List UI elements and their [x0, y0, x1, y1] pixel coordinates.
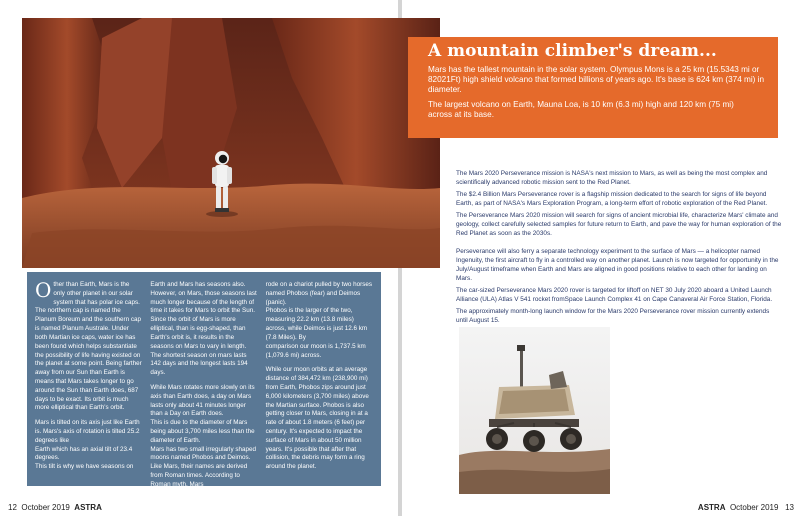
sidebar-paragraph: rode on a chariot pulled by two horses named Phobos (fear) and Deimos (panic). Phobos is the larger of the two, measuring 22.2 km (13.8 miles) across, while Deimos is just 12.6 km (7.8 Miles). By comparison our moon is 1,737.5 km (1,079.6 mi) across. — [265, 281, 373, 359]
sidebar-paragraph — [35, 278, 142, 413]
sidebar-column-1 — [35, 278, 142, 477]
sidebar-paragraph: While our moon orbits at an average distance of 384,472 km (238,900 mi) from Earth, Phobos zips around just 6,000 kilometers (3,700 miles) above the Martian surface. Phobos is also getting closer to Mars, closing in at a rate of about 1.8 meters (6 feet) per century. It's expected to impact the surface of Mars in about 50 million years. It's possible that after that collision, the debris may form a ring around the planet. — [265, 366, 369, 471]
folio-left — [8, 503, 102, 512]
callout-paragraph: Mars has the tallest mountain in the solar system. Olympus Mons is a 25 km (15.5343 mi or 82021Ft) high shield volcano that formed billions of years ago. It's base is 624 km (374 mi) in diameter. — [428, 65, 765, 95]
magazine-name: ASTRA — [74, 503, 102, 512]
magazine-name: ASTRA — [697, 503, 726, 512]
article-paragraph: The Perseverance Mars 2020 mission will search for signs of ancient microbial life, characterize Mars' climate and geology, collect carefully selected samples for future return to Earth, and pave the way for human exploration of the Red Planet as soon as the 2030s. — [456, 211, 782, 237]
article-paragraph: The Mars 2020 Perseverance mission is NASA's next mission to Mars, as well as being the most complex and scientifically advanced robotic mission sent to the Red Planet. — [456, 170, 768, 186]
issue-date: October 2019 — [21, 503, 70, 512]
issue-date: October 2019 — [729, 503, 779, 512]
article-paragraph: The car-sized Perseverance Mars 2020 rover is targeted for liftoff on NET 30 July 2020 aboard a United Launch Alliance (ULA) Atlas V 541 rocket fromSpace Launch Complex 41 on Cape Canaveral Air Force Station, Florida. — [456, 286, 773, 303]
callout-paragraph: The largest volcano on Earth, Mauna Loa, is 10 km (6.3 mi) high and 120 km (75 mi) across at its base. — [428, 99, 734, 119]
page-number: 13 — [785, 503, 794, 512]
sidebar-paragraph: Mars is tilted on its axis just like Earth is. Mars's axis of rotation is tilted 25.2 degrees like Earth which has an axial tilt of 23.4 degrees. This tilt is why we have seasons on — [35, 419, 140, 471]
page-number: 12 — [8, 503, 17, 512]
callout-title: A mountain climber's dream... — [428, 41, 717, 61]
rover-photo — [459, 327, 610, 494]
article-paragraph: The $2.4 Billion Mars Perseverance rover is a flagship mission dedicated to the search for signs of life beyond Earth, as part of NASA's Mars Exploration Program, a long-term effort of robotic exploration of the Red Planet. — [456, 190, 768, 207]
astronaut-photo — [22, 18, 440, 268]
perseverance-article — [456, 170, 782, 329]
sidebar-paragraph: While Mars rotates more slowly on its axis than Earth does, a day on Mars lasts only about 41 minutes longer than a Day on Earth does. This is due to the diameter of Mars being about 3,700 miles less than the diameter of Earth. Mars has two small irregularly shaped moons named Phobos and Deimos. Like Mars, their names are derived from Roman times. According to Roman myth, Mars — [150, 383, 257, 488]
drop-cap: O — [35, 278, 52, 302]
sidebar-text: ther than Earth, Mars is the only other planet in our solar system that has polar ice caps. The northern cap is named the Planum Boreum and the southern cap is named Planum Australe. Under both Martian ice caps, water ice has been found which helps substantiate the possibility of life having existed on the planet at some point. Being farther away from our Sun than Earth is means that Mars takes longer to go around the Sun than Earth does, 687 days to be exact. Its orbit is much more elliptical than Earth's orbit. — [35, 281, 142, 412]
sidebar-column-2 — [150, 281, 257, 488]
sidebar-paragraph: Earth and Mars has seasons also. However, on Mars, those seasons last much longer because of the length of time it takes for Mars to orbit the Sun. Since the orbit of Mars is more elliptical, than is egg-shaped, than Earth's orbit is, it results in the seasons on Mars to vary in length. The shortest season on mars lasts 142 days and the longest lasts 194 days. — [150, 281, 257, 377]
article-paragraph: Perseverance will also ferry a separate technology experiment to the surface of Mars — a helicopter named Ingenuity, the first aircraft to fly in a controlled way on another planet. Launch is now targeted for opportunity in the July/August timeframe when Earth and Mars are aligned in good positions relative to each other for landing on Mars. — [456, 247, 779, 282]
article-paragraph: The approximately month-long launch window for the Mars 2020 Perseverance rover mission currently extends until August 15. — [456, 307, 770, 324]
sidebar-column-3 — [266, 281, 373, 477]
mountain-callout — [408, 37, 778, 138]
mars-facts-sidebar — [27, 272, 381, 486]
folio-right — [698, 503, 794, 512]
